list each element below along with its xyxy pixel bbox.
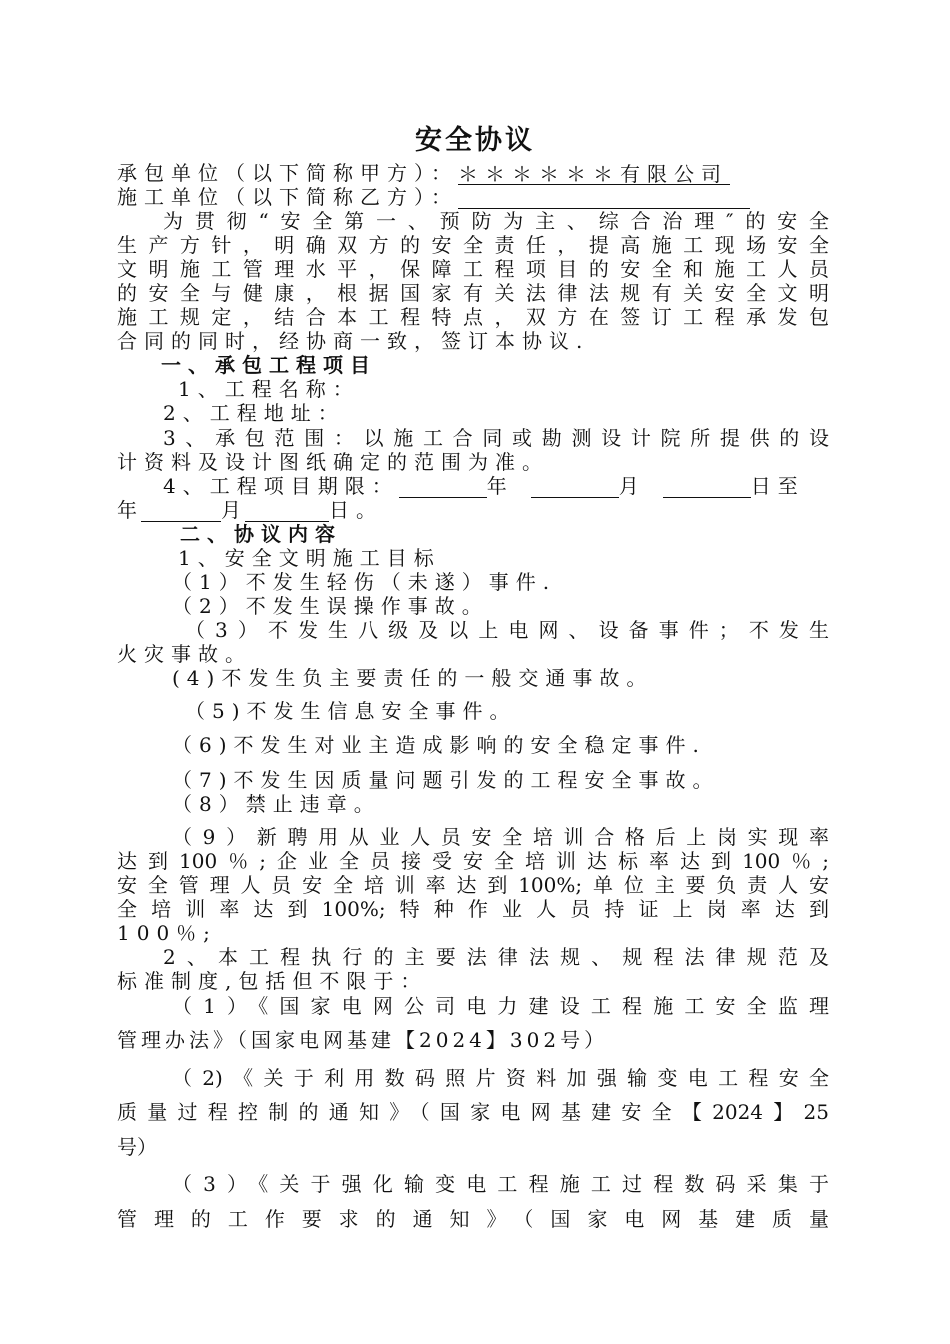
goal-item: （1）不发生轻伤（未遂）事件. [172,570,557,594]
law-item: 管理办法》（国家电网基建【2024】302号） [117,1028,609,1052]
law-item: （2)《关于利用数码照片资料加强输变电工程安全 [172,1066,829,1090]
goal-item: （6)不发生对业主造成影响的安全稳定事件. [172,733,706,757]
party-b-line [117,185,829,209]
period-label: 4、工程项目期限： [163,474,399,498]
month-label: 月 [618,474,639,498]
day-to-label: 日至 [750,474,805,498]
law-item: （1）《国家电网公司电力建设工程施工安全监理 [172,994,829,1018]
laws-line: 标准制度,包括但不限于： [117,969,428,993]
goal-heading: 1、安全文明施工目标 [178,546,441,570]
intro-line: 为贯彻“安全第一、预防为主、综合治理″的安全 [163,209,829,233]
goal-item: 100％; [117,921,217,945]
scope-line: 计资料及设计图纸确定的范围为准。 [117,450,549,474]
law-item: 号） [117,1135,157,1159]
goal-item: （7)不发生因质量问题引发的工程安全事故。 [172,768,720,792]
goal-item: 全培训率达到100%;特种作业人员持证上岗率达到 [117,897,829,921]
scope-line: 3、承包范围：以施工合同或勘测设计院所提供的设 [163,426,829,450]
intro-line: 生产方针，明确双方的安全责任，提高施工现场安全 [117,233,829,257]
year-label: 年 [117,498,137,522]
year-label: 年 [486,474,507,498]
project-address: 2、工程地址： [163,401,345,425]
period-line [163,474,829,498]
goal-item: （3）不发生八级及以上电网、设备事件；不发生 [185,618,829,642]
end-day-blank [245,499,329,522]
period-line-2 [117,498,829,522]
intro-line: 的安全与健康，根据国家有关法律法规有关安全文明 [117,281,829,305]
laws-line: 2、本工程执行的主要法律法规、规程法律规范及 [163,945,829,969]
end-month-blank [141,499,221,522]
party-b-blank [458,186,750,209]
month-label: 月 [221,498,241,522]
party-a-value: ＊＊＊＊＊＊有限公司 [458,162,728,186]
goal-item: 火灾事故。 [117,642,252,666]
section2-heading: 二、协议内容 [180,522,342,546]
document-title: 安全协议 [415,125,535,156]
law-item: 管理的工作要求的通知》（国家电网基建质量 [117,1207,829,1231]
goal-item: （2）不发生误操作事故。 [172,594,489,618]
party-b-label: 施工单位（以下简称乙方）： [117,185,458,209]
goal-item: （9）新聘用从业人员安全培训合格后上岗实现率 [172,825,829,849]
intro-line: 合同的同时，经协商一致，签订本协议. [117,329,590,353]
intro-line: 施工规定，结合本工程特点，双方在签订工程承发包 [117,305,829,329]
goal-item: 达到100％;企业全员接受安全培训达标率达到100％; [117,849,829,873]
party-a-label: 承包单位（以下简称甲方）： [117,161,458,185]
day-end-label: 日。 [329,498,383,522]
goal-item: 安全管理人员安全培训率达到100%;单位主要负责人安 [117,873,829,897]
law-item: （3）《关于强化输变电工程施工过程数码采集于 [172,1172,829,1196]
period-day-blank [663,475,751,498]
project-name: 1、工程名称： [178,377,360,401]
period-year-blank [399,475,487,498]
section1-heading: 一、承包工程项目 [161,353,377,377]
law-item: 质量过程控制的通知》（国家电网基建安全【2024】25 [117,1100,829,1124]
goal-item: (4)不发生负主要责任的一般交通事故。 [172,666,654,690]
period-month-blank [531,475,619,498]
goal-item: （5)不发生信息安全事件。 [185,699,517,723]
party-a-line [117,161,829,185]
goal-item: （8）禁止违章。 [172,792,381,816]
intro-line: 文明施工管理水平，保障工程项目的安全和施工人员 [117,257,829,281]
